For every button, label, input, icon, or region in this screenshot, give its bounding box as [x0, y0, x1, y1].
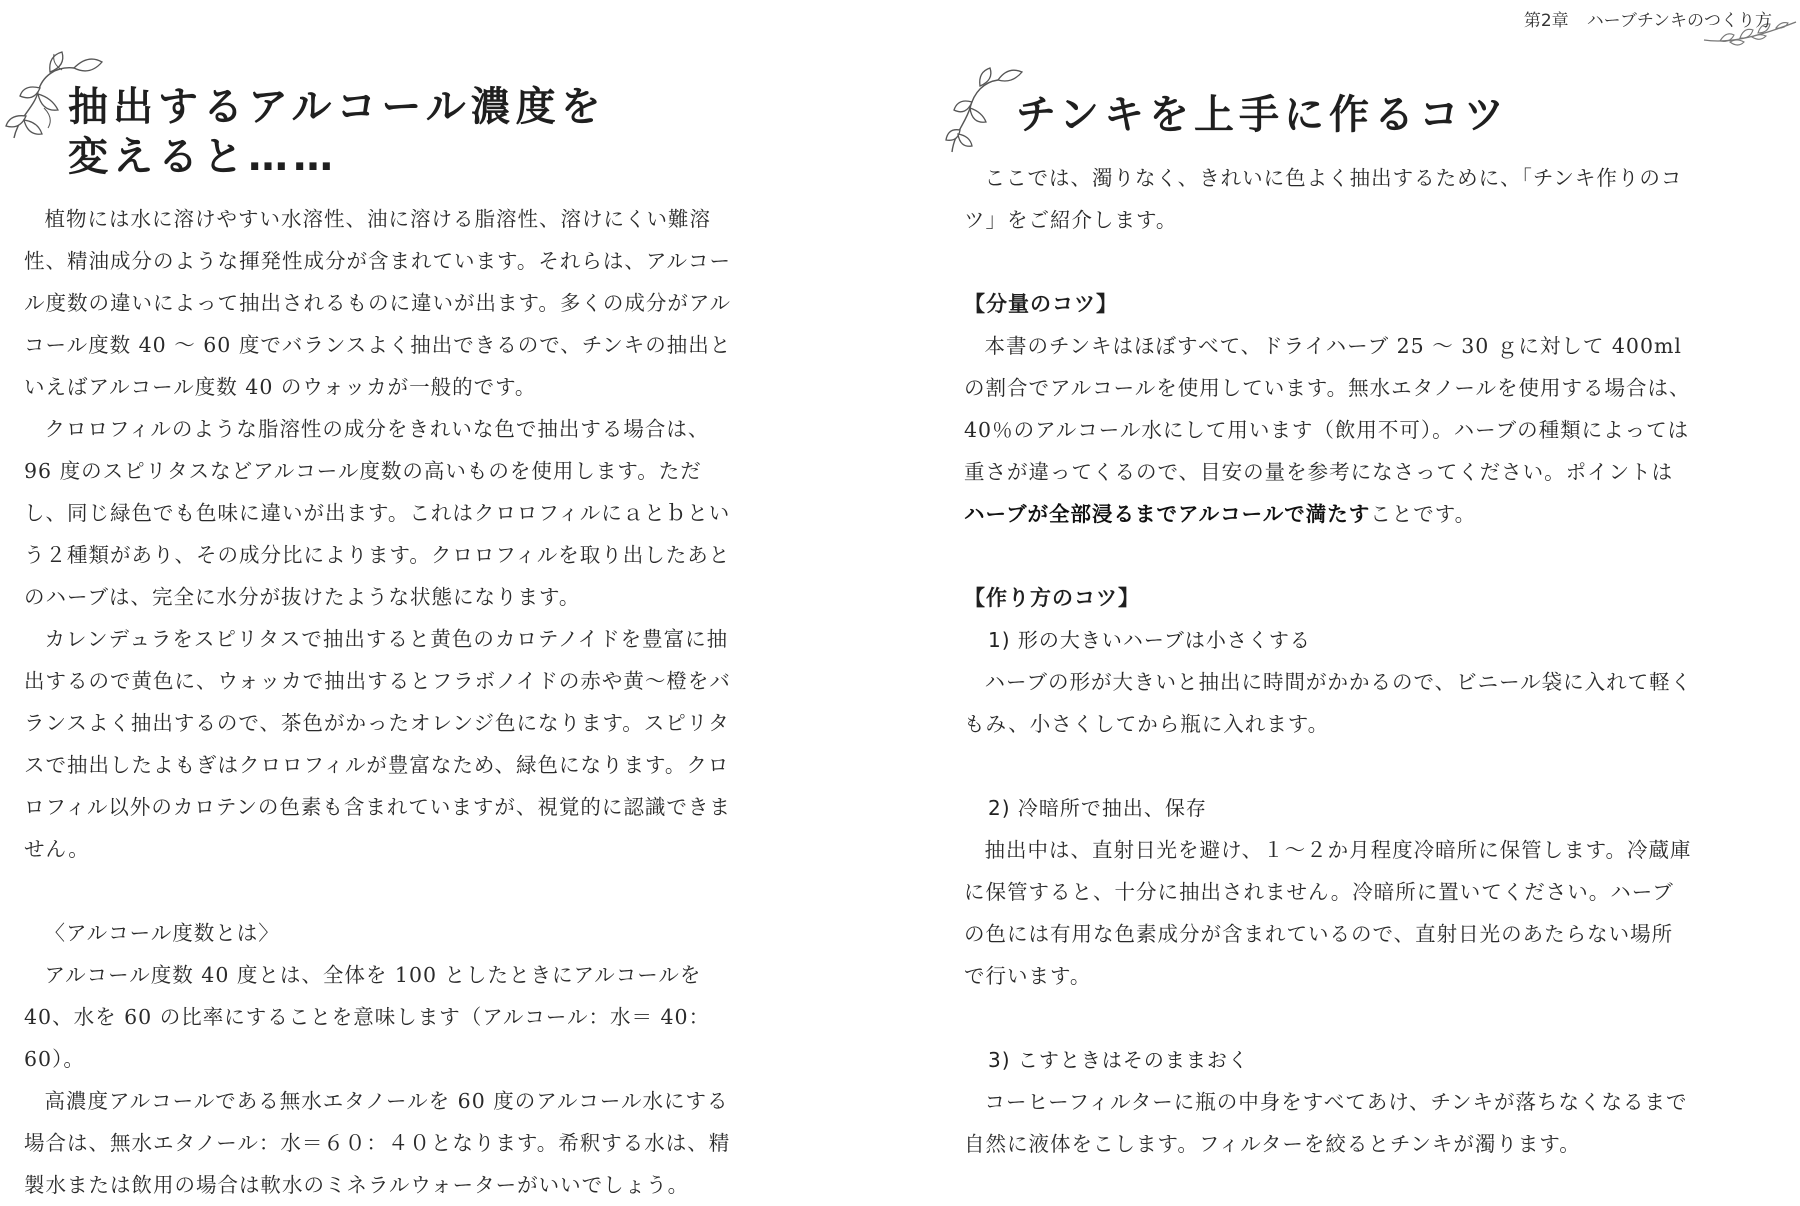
quantity-text-before: 本書のチンキはほぼすべて、ドライハーブ 25 ～ 30 ｇに対して 400ml の割合でアルコールを使用しています。無水エタノールを使用する場合は、40％のアルコール水にして用います（飲用不可）。ハーブの種類によっては重さが違ってくるので、目安の量を参考になさってください。ポイントは	[964, 334, 1691, 484]
spacer	[964, 241, 1694, 283]
left-subsection-paragraph-1: アルコール度数 40 度とは、全体を 100 としたときにアルコールを 40、水を 60 の比率にすることを意味します（アルコール：水＝ 40：60）。	[24, 963, 711, 1071]
section-text-quantity	[964, 325, 1694, 535]
running-head	[1524, 6, 1772, 31]
left-paragraph-2: クロロフィルのような脂溶性の成分をきれいな色で抽出する場合は、96 度のスピリタスなどアルコール度数の高いものを使用します。ただし、同じ緑色でも色味に違いが出ます。これはクロロフィルにａとｂという２種類があり、その成分比によります。クロロフィルを取り出したあとのハーブは、完全に水分が抜けたような状態になります。	[24, 417, 731, 609]
step-1-text: ハーブの形が大きいと抽出に時間がかかるので、ビニール袋に入れて軽くもみ、小さくしてから瓶に入れます。	[964, 670, 1693, 736]
quantity-text-after: ことです。	[1370, 502, 1477, 526]
spacer	[964, 535, 1694, 577]
step-2-title: 2) 冷暗所で抽出、保存	[988, 796, 1207, 820]
left-page-title: 抽出するアルコール濃度を 変えると……	[68, 84, 606, 180]
left-subsection-title: 〈アルコール度数とは〉	[44, 921, 280, 945]
step-3-title: 3) こすときはそのままおく	[988, 1048, 1249, 1072]
spacer	[964, 997, 1694, 1039]
step-3-text: コーヒーフィルターに瓶の中身をすべてあけ、チンキが落ちなくなるまで自然に液体をこします。フィルターを絞るとチンキが濁ります。	[964, 1090, 1688, 1156]
spacer	[24, 870, 736, 912]
step-1-title: 1) 形の大きいハーブは小さくする	[988, 628, 1311, 652]
right-intro: ここでは、濁りなく、きれいに色よく抽出するために、「チンキ作りのコツ」をご紹介します。	[964, 166, 1683, 232]
left-body	[24, 198, 736, 1206]
right-title-block	[1016, 90, 1509, 140]
right-page	[940, 0, 1800, 1200]
right-body	[964, 157, 1694, 1165]
step-2-text: 抽出中は、直射日光を避け、１～２か月程度冷暗所に保管します。冷蔵庫に保管すると、十分に抽出されません。冷暗所に置いてください。ハーブの色には有用な色素成分が含まれているので、直射日光のあたらない場所で行います。	[964, 838, 1692, 988]
left-paragraph-1: 植物には水に溶けやすい水溶性、油に溶ける脂溶性、溶けにくい難溶性、精油成分のような揮発性成分が含まれています。それらは、アルコール度数の違いによって抽出されるものに違いが出ます。多くの成分がアルコール度数 40 ～ 60 度でバランスよく抽出できるので、チンキの抽出といえばアルコール度数 40 のウォッカが一般的です。	[24, 207, 732, 399]
spacer	[964, 745, 1694, 787]
left-subsection-paragraph-2: 高濃度アルコールである無水エタノールを 60 度のアルコール水にする場合は、無水エタノール：水＝６０：４０となります。希釈する水は、精製水または飲用の場合は軟水のミネラルウォーターがいいでしょう。	[24, 1089, 731, 1197]
chapter-title: ハーブチンキのつくり方	[1586, 11, 1772, 31]
section-heading-method: 【作り方のコツ】	[964, 586, 1140, 610]
section-heading-quantity: 【分量のコツ】	[964, 292, 1118, 316]
right-page-title: チンキを上手に作るコツ	[1016, 92, 1509, 138]
left-title-block	[68, 82, 606, 182]
left-page	[0, 0, 760, 1200]
leaf-ornament-icon	[944, 60, 1024, 156]
chapter-number: 第2章	[1523, 11, 1569, 31]
left-paragraph-3: カレンデュラをスピリタスで抽出すると黄色のカロテノイドを豊富に抽出するので黄色に、ウォッカで抽出するとフラボノイドの赤や黄～橙をバランスよく抽出するので、茶色がかったオレンジ色になります。スピリタスで抽出したよもぎはクロロフィルが豊富なため、緑色になります。クロロフィル以外のカロテンの色素も含まれていますが、視覚的に認識できません。	[24, 627, 731, 861]
quantity-emphasis: ハーブが全部浸るまでアルコールで満たす	[964, 502, 1371, 526]
